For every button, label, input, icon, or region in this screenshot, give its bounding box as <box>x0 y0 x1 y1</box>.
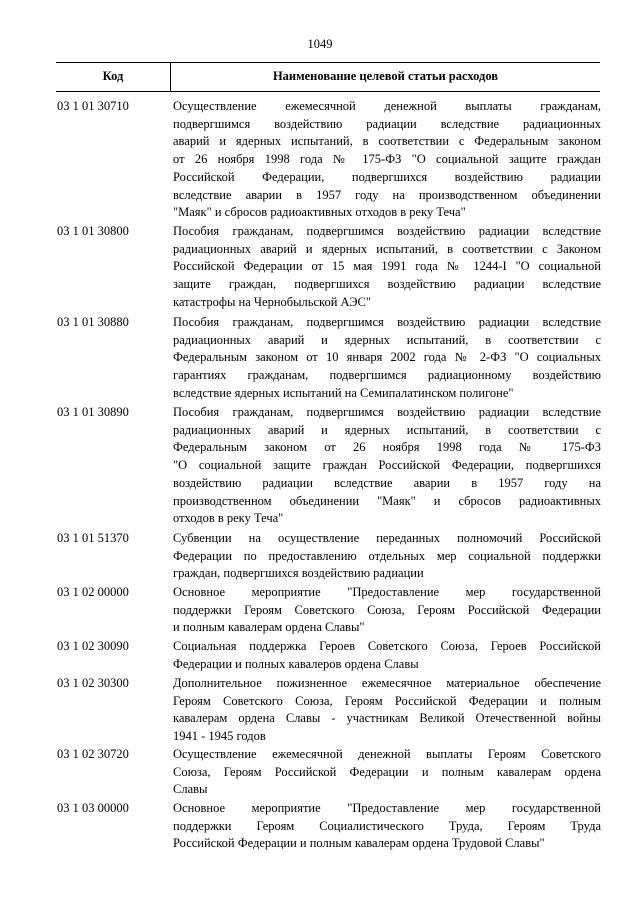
description-line: вследствие ядерных испытаний на Семипалатинском полигоне" <box>173 385 514 400</box>
description-line: Союза, Героям Российской Федерации и полным кавалерам ордена <box>173 764 601 779</box>
description-line: Социальная поддержка Героев Советского Союза, Героев Российской <box>173 639 601 653</box>
description-line: и полным кавалерам ордена Славы" <box>173 620 365 635</box>
row-description <box>173 404 601 528</box>
row-description <box>173 223 601 312</box>
header-name: Наименование целевой статьи расходов <box>272 69 499 83</box>
description-line: Осуществление ежемесячной денежной выплаты гражданам, <box>173 99 601 113</box>
description-line: подвергшимся воздействию радиации вследствие радиационных <box>173 116 601 131</box>
row-description <box>173 584 601 637</box>
description-line: Пособия гражданам, подвергшимся воздействию радиации вследствие <box>173 405 601 419</box>
description-line: аварий и ядерных испытаний, в соответствии с Федеральным законом <box>173 134 601 149</box>
row-code: 03 1 02 30090 <box>57 639 129 653</box>
row-description <box>173 530 601 583</box>
description-line: Основное мероприятие "Предоставление мер государственной <box>173 585 601 599</box>
description-line: "Маяк" и сбросов радиоактивных отходов в реку Теча" <box>173 205 466 220</box>
row-description <box>173 314 601 403</box>
row-description <box>173 638 601 673</box>
description-line: радиационных аварий и ядерных испытаний, в соответствии с <box>173 332 601 347</box>
row-description <box>173 98 601 222</box>
row-code: 03 1 01 51370 <box>57 531 129 545</box>
description-line: кавалерам ордена Славы - участникам Великой Отечественной войны <box>173 711 601 726</box>
description-line: от 26 ноября 1998 года № 175-ФЗ "О социальной защите граждан <box>173 152 601 167</box>
page-number: 1049 <box>307 37 333 51</box>
description-line: поддержки Героям Советского Союза, Героям Российской Федерации <box>173 602 601 617</box>
description-line: "О социальной защите граждан Российской Федерации, подвергшихся <box>173 458 601 473</box>
row-code: 03 1 02 30720 <box>57 747 129 761</box>
row-code: 03 1 01 30710 <box>57 99 129 113</box>
row-code: 03 1 02 30300 <box>57 676 129 690</box>
description-line: 1941 - 1945 годов <box>173 729 266 744</box>
description-line: Российской Федерации, подвергшихся воздействию радиации <box>173 169 601 184</box>
row-description <box>173 746 601 799</box>
description-line: катастрофы на Чернобыльской АЭС" <box>173 294 371 309</box>
row-code: 03 1 01 30890 <box>57 405 129 419</box>
description-line: Субвенции на осуществление переданных полномочий Российской <box>173 531 601 545</box>
description-line: гарантиях гражданам, подвергшимся радиационному воздействию <box>173 368 601 383</box>
row-description <box>173 675 601 746</box>
row-code: 03 1 01 30800 <box>57 224 129 238</box>
description-line: отходов в реку Теча" <box>173 511 284 526</box>
description-line: Основное мероприятие "Предоставление мер государственной <box>173 801 601 815</box>
description-line: Славы <box>173 782 208 797</box>
description-line: Федерации и полных кавалеров ордена Славы <box>173 656 419 671</box>
description-line: Российской Федерации от 15 мая 1991 года № 1244-I "О социальной <box>173 259 601 274</box>
description-line: Федерации по предоставлению отдельных мер социальной поддержки <box>173 548 601 563</box>
description-line: Пособия гражданам, подвергшимся воздействию радиации вследствие <box>173 315 601 329</box>
description-line: Российской Федерации и полным кавалерам ордена Трудовой Славы" <box>173 836 545 851</box>
description-line: радиационных аварий и ядерных испытаний, в соответствии с <box>173 422 601 437</box>
description-line: Осуществление ежемесячной денежной выплаты Героям Советского <box>173 747 601 761</box>
description-line: граждан, подвергшихся воздействию радиации <box>173 566 424 581</box>
description-line: поддержки Героям Социалистического Труда, Героям Труда <box>173 818 601 833</box>
description-line: Федеральным законом от 10 января 2002 года № 2-ФЗ "О социальных <box>173 350 601 365</box>
description-line: воздействию радиации вследствие аварии в 1957 году на <box>173 475 601 490</box>
description-line: Дополнительное пожизненное ежемесячное материальное обеспечение <box>173 676 601 690</box>
row-code: 03 1 02 00000 <box>57 585 129 599</box>
row-code: 03 1 01 30880 <box>57 315 129 329</box>
description-line: вследствие аварии в 1957 году на производственном объединении <box>173 187 601 202</box>
row-code: 03 1 03 00000 <box>57 801 129 815</box>
description-line: Пособия гражданам, подвергшимся воздействию радиации вследствие <box>173 224 601 238</box>
header-code: Код <box>56 63 171 91</box>
description-line: Федеральным законом от 26 ноября 1998 года № 175-ФЗ <box>173 440 601 455</box>
description-line: производственном объединении "Маяк" и сбросов радиоактивных <box>173 493 601 508</box>
description-line: защите граждан, подвергшихся воздействию радиации вследствие <box>173 277 601 292</box>
description-line: радиационных аварий и ядерных испытаний, в соответствии с Законом <box>173 241 601 256</box>
row-description <box>173 800 601 853</box>
description-line: Героям Советского Союза, Героям Российской Федерации и полным <box>173 693 601 708</box>
table-header <box>56 62 600 92</box>
